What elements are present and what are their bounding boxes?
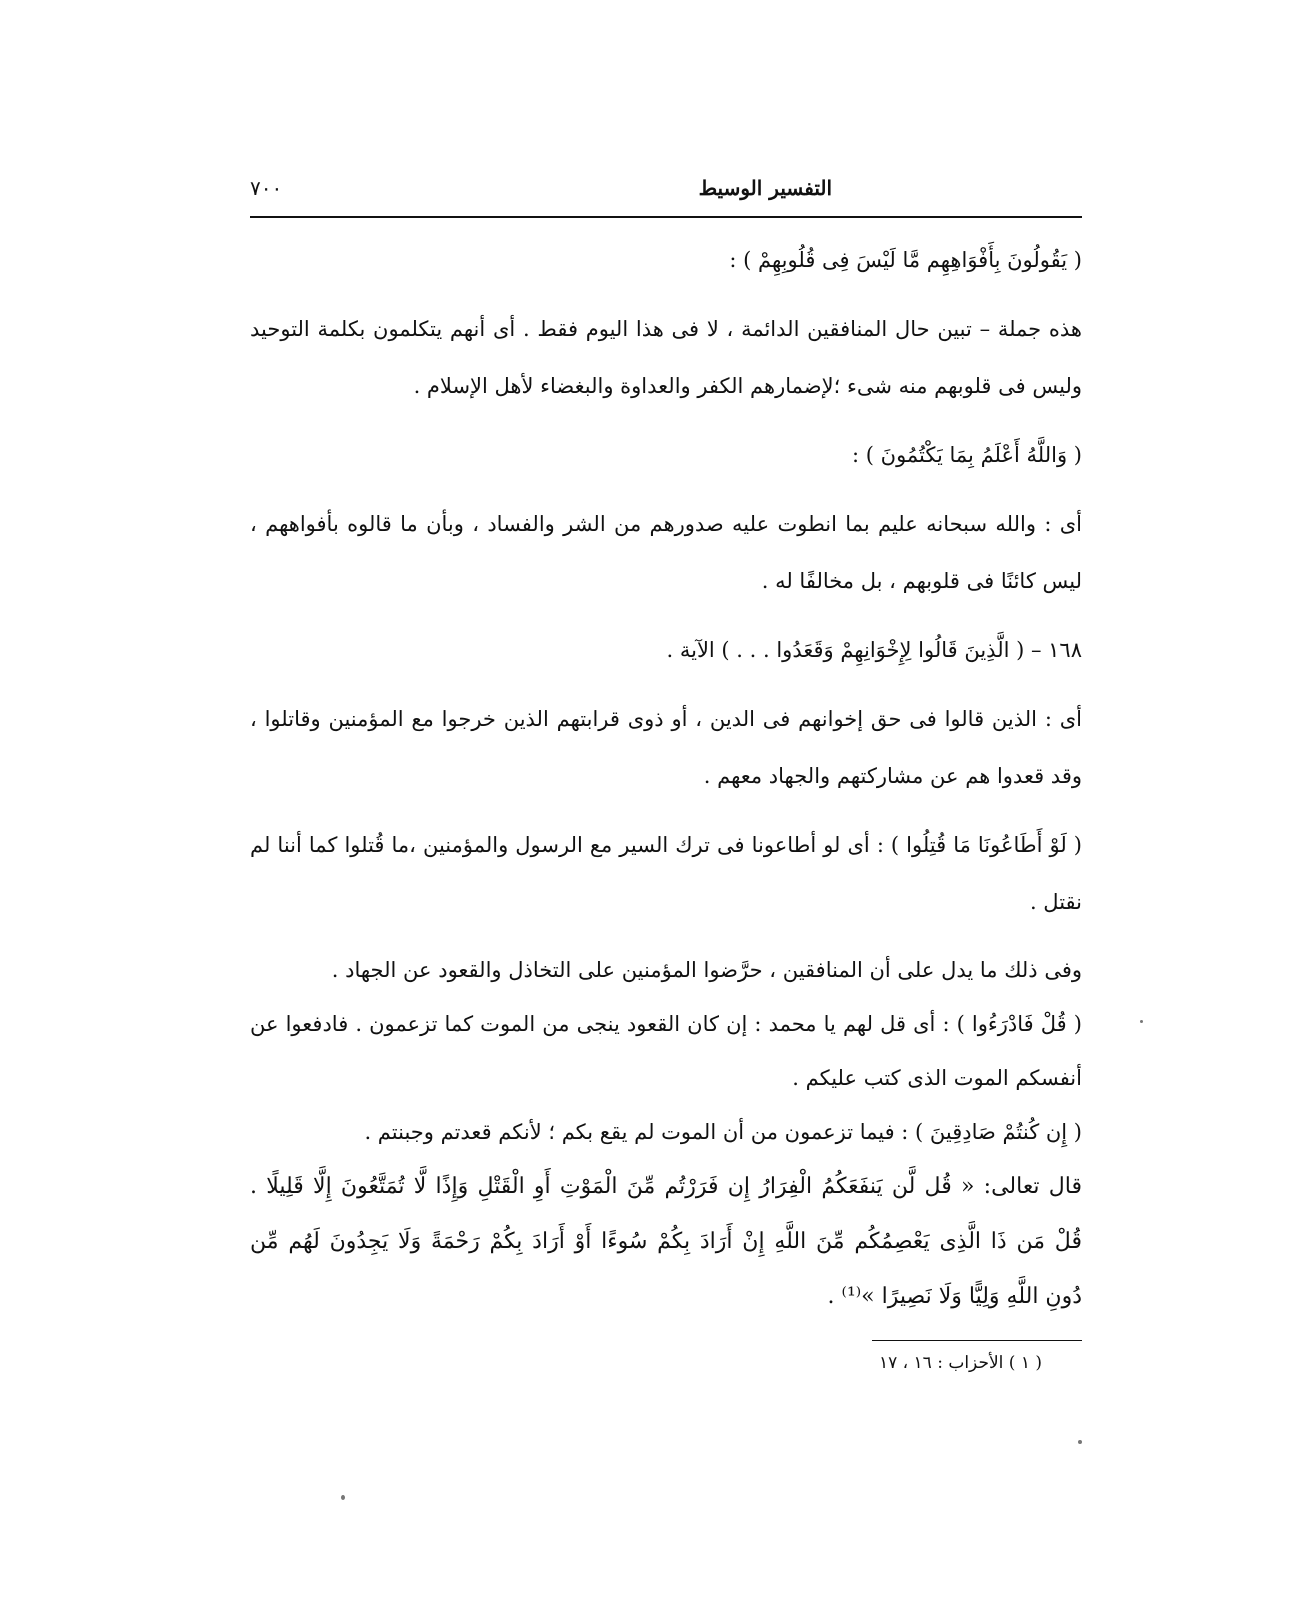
commentary-paragraph: ( قُلْ فَادْرَءُوا ) : أى قل لهم يا محمد : إن كان القعود ينجى من الموت كما تزعمون . فادفعوا عن أنفسكم الموت الذى كتب عليكم .	[250, 1012, 1082, 1090]
page-header	[250, 176, 1082, 216]
quran-verse-line: قال تعالى: « قُل لَّن يَنفَعَكُمُ الْفِرَارُ إِن فَرَرْتُم مِّنَ الْمَوْتِ أَوِ الْقَتْلِ وَإِذًا لَّا تُمَتَّعُونَ إِلَّا قَلِيلًا .	[250, 1174, 1082, 1199]
commentary-paragraph: هذه جملة – تبين حال المنافقين الدائمة ، لا فى هذا اليوم فقط . أى أنهم يتكلمون بكلمة التوحيد وليس فى قلوبهم منه شىء ؛لإضمارهم الكفر والعداوة والبغضاء لأهل الإسلام .	[250, 317, 1082, 398]
scan-speck	[1078, 1440, 1082, 1444]
commentary-paragraph: ( إِن كُنتُمْ صَادِقِينَ ) : فيما تزعمون من أن الموت لم يقع بكم ؛ لأنكم قعدتم وجبنتم .	[364, 1120, 1082, 1144]
book-page	[250, 176, 1082, 1373]
footnote-block	[872, 1324, 1082, 1373]
commentary-paragraph: أى : والله سبحانه عليم بما انطوت عليه صدورهم من الشر والفساد ، وبأن ما قالوه بأفواههم ، ليس كائنًا فى قلوبهم ، بل مخالفًا له .	[250, 512, 1082, 593]
footnote-text: ( ١ ) الأحزاب : ١٦ ، ١٧	[878, 1353, 1042, 1373]
quran-quote: ( يَقُولُونَ بِأَفْوَاهِهِم مَّا لَيْسَ فِى قُلُوبِهِمْ ) :	[729, 248, 1082, 272]
commentary-paragraph: أى : الذين قالوا فى حق إخوانهم فى الدين ، أو ذوى قرابتهم الذين خرجوا مع المؤمنين وقاتلوا ، وقد قعدوا هم عن مشاركتهم والجهاد معهم .	[250, 707, 1082, 788]
page-number: ٧٠٠	[250, 176, 283, 200]
quran-quote: ( وَاللَّهُ أَعْلَمُ بِمَا يَكْتُمُونَ ) :	[852, 443, 1082, 467]
footnote-rule	[872, 1340, 1082, 1341]
header-rule	[250, 216, 1082, 218]
commentary-paragraph: وفى ذلك ما يدل على أن المنافقين ، حرَّضوا المؤمنين على التخاذل والقعود عن الجهاد .	[331, 958, 1082, 982]
scan-speck	[1140, 1020, 1143, 1023]
footnote-area	[250, 1324, 1082, 1373]
quran-verse-line: دُونِ اللَّهِ وَلِيًّا وَلَا نَصِيرًا »⁽¹⁾ .	[827, 1284, 1082, 1309]
verse-heading: ١٦٨ – ( الَّذِينَ قَالُوا لِإِخْوَانِهِمْ وَقَعَدُوا . . . ) الآية .	[666, 638, 1082, 662]
commentary-paragraph: ( لَوْ أَطَاعُونَا مَا قُتِلُوا ) : أى لو أطاعونا فى ترك السير مع الرسول والمؤمنين ،ما قُتلوا كما أننا لم نقتل .	[250, 833, 1082, 914]
scan-speck	[341, 1495, 345, 1500]
running-title: التفسير الوسيط	[698, 176, 832, 200]
quran-verse-line: قُلْ مَن ذَا الَّذِى يَعْصِمُكُم مِّنَ اللَّهِ إِنْ أَرَادَ بِكُمْ سُوءًا أَوْ أَرَادَ بِكُمْ رَحْمَةً وَلَا يَجِدُونَ لَهُم مِّن	[250, 1229, 1082, 1254]
